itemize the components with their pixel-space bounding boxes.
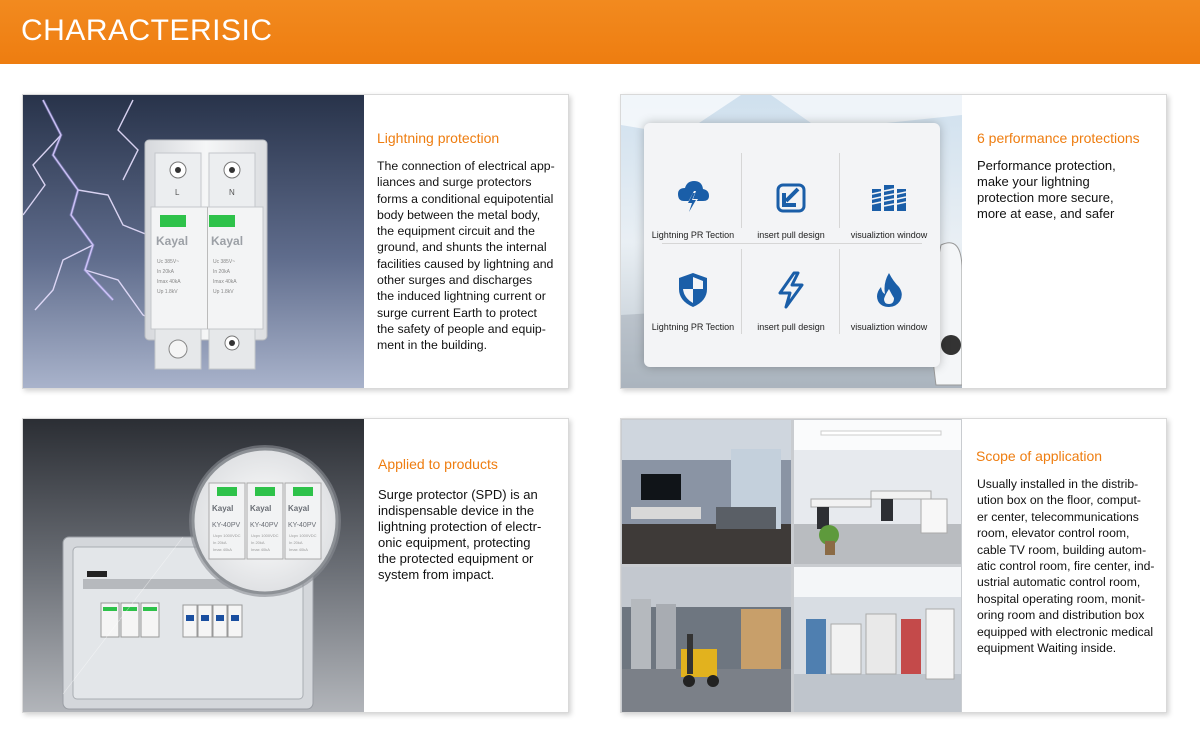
body-line: hospital operating room, monit- <box>977 591 1146 606</box>
body-line: liances and surge protectors <box>377 175 532 190</box>
body-line: ground, and shunts the internal <box>377 240 547 255</box>
svg-text:Imax 40kA: Imax 40kA <box>289 547 308 552</box>
svg-text:Ucpv 1000VDC: Ucpv 1000VDC <box>289 533 317 538</box>
card-heading: Lightning protection <box>377 130 500 146</box>
icon-label: Lightning PR Tection <box>651 322 735 332</box>
lightning-protection-card <box>22 94 569 389</box>
body-line: body between the metal body, <box>377 207 541 222</box>
svg-text:N: N <box>229 188 235 197</box>
body-line: indispensable device in the <box>378 503 535 518</box>
body-line: ution box on the floor, comput- <box>977 493 1141 508</box>
lightning-product-image <box>23 95 364 388</box>
body-line: ustrial automatic control room, <box>977 575 1141 590</box>
body-line: facilities caused by lightning and <box>377 256 554 271</box>
body-line: cable TV room, building autom- <box>977 542 1147 557</box>
body-line: Surge protector (SPD) is an <box>378 487 538 502</box>
svg-text:Uc 385V~: Uc 385V~ <box>213 259 236 265</box>
performance-icons-image <box>621 95 962 388</box>
bolt-icon <box>774 271 808 309</box>
icon-label: Lightning PR Tection <box>651 230 735 240</box>
svg-text:Kayal: Kayal <box>288 504 310 513</box>
card-body <box>377 158 555 354</box>
svg-text:Imax 40kA: Imax 40kA <box>213 547 232 552</box>
distribution-box-image <box>23 419 364 712</box>
svg-text:Uc 385V~: Uc 385V~ <box>157 259 180 265</box>
scope-of-application-card <box>620 418 1167 713</box>
body-line: room, elevator control room, <box>977 526 1130 541</box>
performance-protections-card <box>620 94 1167 389</box>
icon-label: insert pull design <box>757 322 825 332</box>
svg-text:Up 1.8kV: Up 1.8kV <box>213 289 234 295</box>
svg-text:Imax 40kA: Imax 40kA <box>213 279 237 285</box>
body-line: ment in the building. <box>377 338 488 353</box>
card-heading: Scope of application <box>976 448 1103 464</box>
applied-products-card <box>22 418 569 713</box>
shield-icon <box>676 271 710 309</box>
svg-text:Imax 40kA: Imax 40kA <box>157 279 181 285</box>
living-room-photo <box>622 420 791 564</box>
svg-text:Kayal: Kayal <box>156 234 189 248</box>
body-line: system from impact. <box>378 567 495 582</box>
svg-text:Up 1.8kV: Up 1.8kV <box>157 289 178 295</box>
feature-lightning-protection-2 <box>644 257 742 349</box>
body-line: equipped with electronic medical <box>977 624 1154 639</box>
surge-protector-device <box>145 140 267 369</box>
body-line: The connection of electrical app- <box>377 159 555 173</box>
application-photos <box>621 419 962 712</box>
icon-panel <box>644 123 940 367</box>
feature-visualization-window-2 <box>840 257 938 349</box>
body-line: Usually installed in the distrib- <box>977 477 1139 491</box>
card-heading: Applied to products <box>378 456 498 472</box>
body-line: protection more secure, <box>977 190 1114 205</box>
body-line: make your lightning <box>977 174 1090 189</box>
body-line: more at ease, and safer <box>977 206 1115 221</box>
warehouse-photo <box>622 567 791 712</box>
page-title: CHARACTERISIC <box>21 14 273 47</box>
store-photo <box>794 567 961 712</box>
svg-text:In 20kA: In 20kA <box>251 540 265 545</box>
body-line: the safety of people and equip- <box>377 321 546 336</box>
svg-text:KY-40PV: KY-40PV <box>250 522 279 529</box>
svg-text:Imax 40kA: Imax 40kA <box>251 547 270 552</box>
icon-label: visualiztion window <box>850 230 928 240</box>
svg-text:KY-40PV: KY-40PV <box>288 522 317 529</box>
feature-visualization-window <box>840 165 938 257</box>
card-body <box>378 487 541 583</box>
body-line: oring room and distribution box <box>977 608 1145 623</box>
card-body <box>977 476 1154 656</box>
body-line: surge current Earth to protect <box>377 305 537 320</box>
svg-text:Kayal: Kayal <box>212 504 234 513</box>
icon-label: visualiztion window <box>850 322 928 332</box>
svg-text:Ucpv 1000VDC: Ucpv 1000VDC <box>251 533 279 538</box>
body-line: the equipment circuit and the <box>377 224 535 239</box>
feature-lightning-protection <box>644 165 742 257</box>
body-line: er center, telecommunications <box>977 509 1139 524</box>
body-line: onic equipment, protecting <box>378 535 531 550</box>
feature-insert-pull-2 <box>742 257 840 349</box>
office-photo <box>794 420 961 564</box>
card-body <box>977 158 1116 222</box>
svg-text:In 20kA: In 20kA <box>213 269 230 275</box>
body-line: other surges and discharges <box>377 273 533 288</box>
body-line: atic control room, fire center, ind- <box>977 559 1155 574</box>
insert-arrow-icon <box>774 179 808 217</box>
header-banner <box>0 0 1200 64</box>
svg-text:Ucpv 1000VDC: Ucpv 1000VDC <box>213 533 241 538</box>
body-line: equipment Waiting inside. <box>977 641 1117 656</box>
svg-text:In 20kA: In 20kA <box>289 540 303 545</box>
card-heading: 6 performance protections <box>977 130 1140 146</box>
svg-text:L: L <box>175 188 180 197</box>
body-line: the induced lightning current or <box>377 289 546 304</box>
body-line: Performance protection, <box>977 158 1116 173</box>
flame-icon <box>872 271 906 309</box>
body-line: lightning protection of electr- <box>378 519 542 534</box>
icon-label: insert pull design <box>757 230 825 240</box>
svg-text:KY-40PV: KY-40PV <box>212 522 241 529</box>
lightning-cloud-icon <box>676 179 710 217</box>
body-line: the protected equipment or <box>378 551 534 566</box>
screws-icon <box>869 179 909 217</box>
feature-insert-pull <box>742 165 840 257</box>
svg-text:In 20kA: In 20kA <box>213 540 227 545</box>
svg-text:In 20kA: In 20kA <box>157 269 174 275</box>
svg-text:Kayal: Kayal <box>250 504 272 513</box>
body-line: forms a conditional equipotential <box>377 191 554 206</box>
svg-text:Kayal: Kayal <box>211 234 244 248</box>
